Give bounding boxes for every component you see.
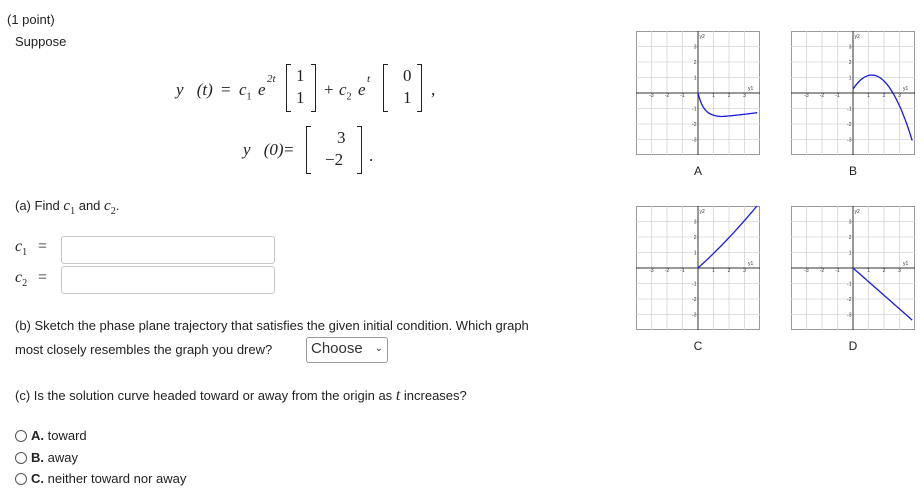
x-tick-label: -2 [664, 268, 670, 274]
y-tick-label: 2 [693, 235, 697, 241]
initial-condition [243, 126, 403, 176]
graph-c [636, 206, 760, 330]
y-tick-label: 2 [848, 60, 852, 66]
y-tick-label: 1 [848, 75, 852, 82]
chevron-down-icon: ⌄ [374, 343, 383, 354]
y-tick-label: 2 [848, 235, 852, 241]
c2-input[interactable] [61, 266, 275, 294]
part-b-line1: (b) Sketch the phase plane trajectory that satisfies the given initial condition. Which graph [15, 318, 529, 333]
part-b-line2: most closely resembles the graph you drew? [15, 342, 273, 357]
exponent-2: t [367, 73, 371, 85]
x-tick-label: -1 [680, 268, 685, 274]
x-tick-label: 1 [867, 93, 870, 99]
y-tick-label: -3 [847, 137, 852, 144]
y-tick-label: 1 [848, 250, 852, 257]
initial-top: 3 [337, 128, 346, 147]
y-vector-0: y⃗(0) [243, 140, 284, 159]
solution-equation [176, 64, 456, 114]
graph-a [636, 31, 760, 155]
c2-equals: = [38, 269, 48, 286]
x-axis-label: y1 [903, 86, 909, 92]
part-a-prompt: (a) Find $c_1$ and $c_2$. [15, 198, 120, 217]
y-tick-label: -2 [692, 297, 697, 303]
part-c-prompt: (c) Is the solution curve headed toward or away from the origin as t increases? [15, 387, 467, 404]
exp-base-1: e [258, 80, 266, 99]
y-tick-label: -3 [692, 137, 697, 144]
x-tick-label: 2 [882, 93, 886, 99]
x-axis-label: y1 [903, 261, 909, 267]
y-tick-label: 3 [693, 44, 697, 51]
option-c-label[interactable]: C. neither toward nor away [31, 471, 187, 486]
x-tick-label: -2 [819, 268, 825, 274]
exp-base-2: e [358, 80, 366, 99]
y-axis-label: y2 [699, 34, 705, 40]
equals-sign: = [221, 80, 231, 99]
x-tick-label: 2 [727, 268, 731, 274]
points-label: (1 point) [7, 12, 55, 27]
y-tick-label: -1 [692, 106, 697, 113]
graph-d-label: D [848, 339, 858, 353]
initial-bottom: −2 [325, 150, 344, 169]
y-tick-label: -3 [847, 312, 852, 319]
vector1-bottom: 1 [296, 88, 305, 107]
y-axis-label: y2 [854, 34, 860, 40]
y-tick-label: -1 [847, 106, 852, 113]
option-a-label[interactable]: A. toward [31, 428, 87, 443]
x-tick-label: 1 [712, 268, 715, 274]
y-tick-label: 2 [693, 60, 697, 66]
graph-d [791, 206, 915, 330]
c1-input[interactable] [61, 236, 275, 264]
x-axis-label: y1 [748, 86, 754, 92]
x-tick-label: 1 [867, 268, 870, 274]
equation-comma: , [431, 80, 436, 99]
c1-label: $c_1$ [15, 238, 28, 259]
x-tick-label: 1 [712, 93, 715, 99]
vector1-left-bracket [286, 64, 291, 112]
option-a-radio[interactable] [15, 430, 27, 442]
initial-period: . [369, 146, 374, 165]
x-tick-label: -1 [835, 93, 840, 99]
x-tick-label: -1 [835, 268, 840, 274]
graph-b [791, 31, 915, 155]
option-b-label[interactable]: B. away [31, 450, 78, 465]
graph-b-label: B [848, 164, 857, 178]
y-tick-label: 3 [693, 219, 697, 226]
select-value: Choose [311, 340, 363, 357]
x-tick-label: -3 [649, 93, 654, 99]
vector2-left-bracket [383, 64, 388, 112]
graph-choice-select[interactable] [306, 337, 388, 363]
graph-a-label: A [693, 164, 702, 178]
c1-coefficient: $c_1$ [239, 80, 252, 103]
x-axis-label: y1 [748, 261, 754, 267]
x-tick-label: 3 [743, 93, 746, 99]
c1-equals: = [38, 238, 48, 255]
x-tick-label: 3 [743, 268, 746, 274]
vector2-top: 0 [403, 66, 412, 85]
x-tick-label: 3 [898, 268, 901, 274]
x-tick-label: -2 [664, 93, 670, 99]
initial-equals: = [284, 140, 294, 159]
initial-left-bracket [306, 126, 311, 174]
x-tick-label: -3 [649, 268, 654, 274]
option-c-radio[interactable] [15, 473, 27, 485]
y-axis-label: y2 [699, 209, 705, 215]
y-axis-label: y2 [854, 209, 860, 215]
initial-right-bracket [357, 126, 362, 174]
graph-c-label: C [693, 339, 703, 353]
y-tick-label: -2 [847, 122, 852, 128]
exponent-1: 2t [267, 73, 276, 85]
vector1-top: 1 [296, 66, 305, 85]
intro-text: Suppose [15, 34, 67, 49]
y-tick-label: -2 [847, 297, 852, 303]
y-tick-label: 3 [848, 219, 852, 226]
y-tick-label: -1 [847, 281, 852, 288]
y-tick-label: 1 [693, 250, 697, 257]
y-tick-label: 1 [693, 75, 697, 82]
y-tick-label: -2 [692, 122, 697, 128]
x-tick-label: -3 [804, 93, 809, 99]
c2-label: $c_2$ [15, 269, 28, 290]
x-tick-label: 2 [727, 93, 731, 99]
vector2-right-bracket [417, 64, 422, 112]
y-tick-label: -1 [692, 281, 697, 288]
x-tick-label: 2 [882, 268, 886, 274]
vector1-right-bracket [311, 64, 316, 112]
x-tick-label: -2 [819, 93, 825, 99]
y-tick-label: -3 [692, 312, 697, 319]
x-tick-label: -3 [804, 268, 809, 274]
y-vector-t: y⃗(t) [176, 80, 213, 99]
vector2-bottom: 1 [403, 88, 412, 107]
y-tick-label: 3 [848, 44, 852, 51]
plus-sign: + [324, 80, 334, 99]
x-tick-label: 3 [898, 93, 901, 99]
option-b-radio[interactable] [15, 452, 27, 464]
c2-coefficient: $c_2$ [339, 80, 352, 103]
x-tick-label: -1 [680, 93, 685, 99]
